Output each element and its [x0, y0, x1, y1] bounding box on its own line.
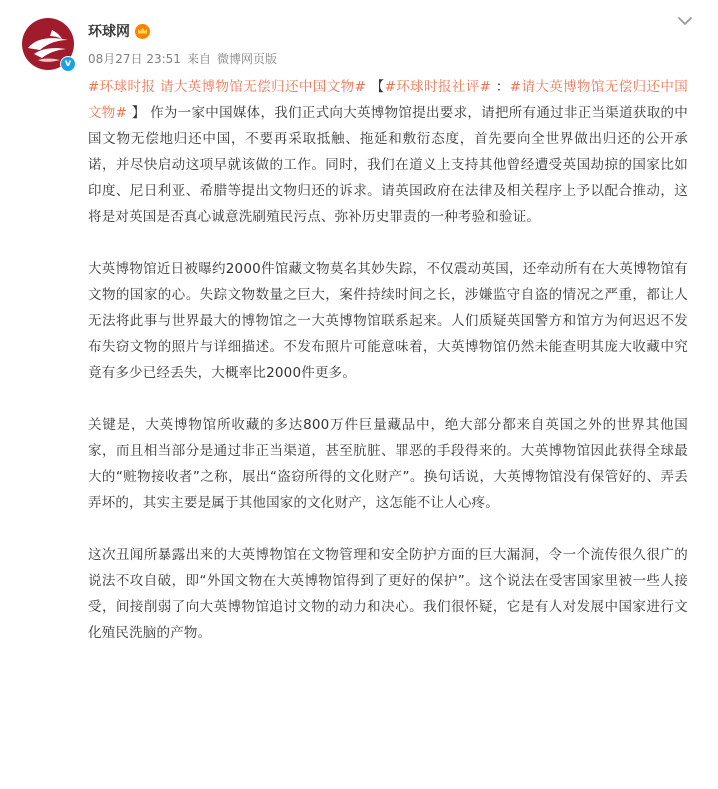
post-paragraph-2: 大英博物馆近日被曝约2000件馆藏文物莫名其妙失踪，不仅震动英国，还牵动所有在大英博物馆有文物的国家的心。失踪文物数量之巨大，案件持续时间之长，涉嫌监守自盗的情况之严重，都让人无法将此事与世界最大的博物馆之一大英博物馆联系起来。人们质疑英国警方和馆方为何迟迟不发布失窃文物的照片与详细描述。不发布照片可能意味着，大英博物馆仍然未能查明其庞大收藏中究竟有多少已经丢失，大概率比2000件更多。 [88, 261, 688, 381]
user-name[interactable]: 环球网 [88, 24, 130, 40]
hashtag-link[interactable]: #环球时报 请大英博物馆无偿归还中国文物# [88, 79, 366, 95]
source-prefix: 来自 [186, 52, 211, 66]
post-paragraph-1 [88, 74, 688, 230]
verified-v-icon: v [61, 57, 75, 71]
verified-badge [60, 56, 76, 72]
post-timestamp[interactable]: 08月27日 23:51 [88, 52, 181, 66]
bracket-close: 】 [131, 105, 146, 121]
chevron-down-icon [674, 10, 696, 32]
paragraph-text: 作为一家中国媒体，我们正式向大英博物馆提出要求，请把所有通过非正当渠道获取的中国文物无偿地归还中国，不要再采取抵触、拖延和敷衍态度，首先要向全世界做出归还的公开承诺，并尽快启动这项早就该做的工作。同时，我们在道义上支持其他曾经遭受英国劫掠的国家比如印度、尼日利亚、希腊等提出文物归还的诉求。请英国政府在法律及相关程序上予以配合推动，这将是对英国是否真心诚意洗刷殖民污点、弥补历史罪责的一种考验和验证。 [88, 105, 688, 225]
post-paragraph-3: 关键是，大英博物馆所收藏的多达800万件巨量藏品中，绝大部分都来自英国之外的世界其他国家，而且相当部分是通过非正当渠道，甚至肮脏、罪恶的手段得来的。大英博物馆因此获得全球最大的“赃物接收者”之称，展出“盗窃所得的文化财产”。换句话说，大英博物馆没有保管好的、弄丢弄坏的，其实主要是属于其他国家的文化财产，这怎能不让人心疼。 [88, 417, 688, 511]
header-name-row [88, 20, 150, 42]
post-meta [88, 50, 277, 67]
post-menu-button[interactable] [674, 10, 696, 32]
post-paragraph-4: 这次丑闻所暴露出来的大英博物馆在文物管理和安全防护方面的巨大漏洞，令一个流传很久很广的说法不攻自破，即“外国文物在大英博物馆得到了更好的保护”。这个说法在受害国家里被一些人接受，间接削弱了向大英博物馆追讨文物的动力和决心。我们很怀疑，它是有人对发展中国家进行文化殖民洗脑的产物。 [88, 547, 688, 641]
post-source[interactable]: 微博网页版 [216, 52, 277, 66]
hashtag-link[interactable]: #环球时报社评# [384, 79, 492, 95]
post-content [88, 74, 688, 672]
colon: ： [495, 79, 510, 95]
crown-icon[interactable] [135, 24, 150, 39]
hashtag-link[interactable]: #请大英博物馆无偿归还中国文物# [88, 79, 688, 121]
bracket-open: 【 [370, 79, 385, 95]
